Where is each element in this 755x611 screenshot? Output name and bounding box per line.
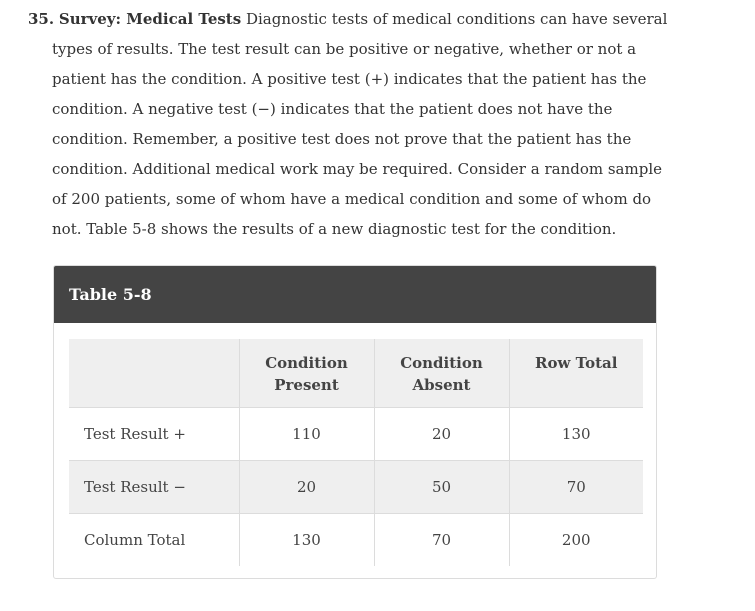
table-cell: 110 (239, 407, 374, 460)
row-label: Test Result − (69, 460, 239, 513)
table-row (69, 407, 643, 460)
problem-title: Survey: Medical Tests (58, 10, 242, 28)
header-cell-empty (69, 339, 239, 407)
table-cell: 70 (509, 460, 643, 513)
problem-statement (28, 4, 668, 244)
table-card (53, 265, 657, 579)
table-caption: Table 5-8 (54, 266, 656, 323)
row-label: Column Total (69, 513, 239, 566)
header-condition-absent: Condition Absent (374, 339, 509, 407)
header-row-total: Row Total (509, 339, 643, 407)
problem-paragraph (28, 4, 668, 244)
table-cell: 20 (374, 407, 509, 460)
table-row (69, 513, 643, 566)
row-label: Test Result + (69, 407, 239, 460)
table-cell: 70 (374, 513, 509, 566)
table-cell: 130 (509, 407, 643, 460)
problem-text: Diagnostic tests of medical conditions can have several types of results. The test result can be positive or negative, whether or not a patient has the condition. A positive test (+) indicates that the patient has the condition. A negative test (−) indicates that the patient does not have the condition. Remember, a positive test does not prove that the patient has the condition. Additional medical work may be required. Consider a random sample of 200 patients, some of whom have a medical condition and some of whom do not. Table 5-8 shows the results of a new diagnostic test for the condition. (52, 10, 668, 238)
problem-number: 35. (28, 10, 55, 28)
table-cell: 20 (239, 460, 374, 513)
contingency-table (69, 339, 643, 566)
table-cell: 130 (239, 513, 374, 566)
table-row (69, 460, 643, 513)
table-header-row (69, 339, 643, 407)
table-cell: 50 (374, 460, 509, 513)
header-condition-present: Condition Present (239, 339, 374, 407)
table-cell: 200 (561, 530, 591, 549)
